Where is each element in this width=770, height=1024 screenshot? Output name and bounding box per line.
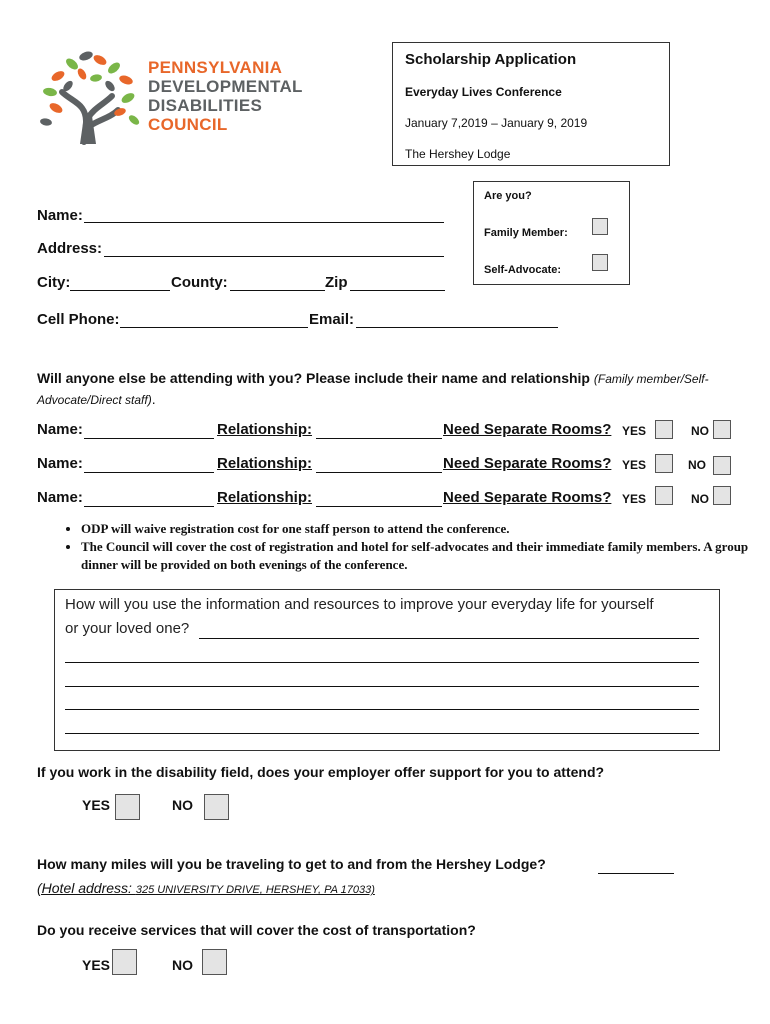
employer-no-label: NO: [172, 797, 193, 813]
rooms-yes-checkbox[interactable]: [655, 420, 673, 439]
rooms-no-checkbox[interactable]: [713, 486, 731, 505]
relationship-label: Relationship:: [217, 489, 313, 506]
rooms-no-checkbox[interactable]: [713, 456, 731, 475]
essay-answer-line[interactable]: [65, 686, 699, 687]
info-title: Scholarship Application: [405, 51, 577, 68]
logo-line-1: PENNSYLVANIA: [148, 58, 283, 77]
city-label: City:: [37, 274, 71, 291]
cell-phone-field[interactable]: [120, 327, 308, 328]
essay-answer-line[interactable]: [65, 662, 699, 663]
no-label: NO: [688, 458, 706, 472]
logo-line-3: DISABILITIES: [148, 96, 263, 115]
hotel-address: [37, 880, 375, 896]
logo-line-2: DEVELOPMENTAL: [148, 77, 303, 96]
address-label: Address:: [37, 240, 103, 257]
rooms-no-checkbox[interactable]: [713, 420, 731, 439]
email-label: Email:: [309, 311, 355, 328]
relationship-field[interactable]: [316, 506, 442, 507]
note-item: • The Council will cover the cost of registration and hotel for self-advocates and their immediate family members. A group dinner will be provided on both evenings of the conference.: [81, 538, 751, 574]
rooms-label: Need Separate Rooms?: [443, 455, 612, 472]
county-label: County:: [171, 274, 228, 291]
essay-question-line2: or your loved one?: [65, 620, 190, 637]
attending-question: Will anyone else be attending with you? Please include their name and relationship (Family member/Self-Advocate/Direct staff).: [37, 370, 709, 407]
transport-no-checkbox[interactable]: [202, 949, 227, 975]
rooms-label: Need Separate Rooms?: [443, 421, 612, 438]
essay-question-line1: How will you use the information and resources to improve your everyday life for yourself: [65, 596, 654, 613]
essay-box: [54, 589, 720, 751]
miles-question: How many miles will you be traveling to get to and from the Hershey Lodge?: [37, 856, 546, 872]
info-box: [392, 42, 670, 166]
no-label: NO: [691, 424, 709, 438]
county-field[interactable]: [230, 290, 325, 291]
attendee-name-field[interactable]: [84, 506, 214, 507]
transport-question: Do you receive services that will cover the cost of transportation?: [37, 922, 476, 938]
relationship-label: Relationship:: [217, 421, 313, 438]
address-field[interactable]: [104, 256, 444, 257]
essay-answer-line[interactable]: [65, 709, 699, 710]
relationship-field[interactable]: [316, 438, 442, 439]
attending-question-text: Will anyone else be attending with you? Please include their name and relationship: [37, 370, 590, 386]
info-dates: January 7,2019 – January 9, 2019: [405, 116, 588, 130]
tree-logo-icon: [38, 46, 148, 146]
attending-question-note: (Family member/Self-Advocate/Direct staff): [37, 372, 709, 407]
info-conference: Everyday Lives Conference: [405, 85, 562, 99]
relationship-field[interactable]: [316, 472, 442, 473]
name-label: Name:: [37, 207, 83, 224]
essay-answer-line[interactable]: [65, 733, 699, 734]
transport-yes-label: YES: [82, 957, 111, 973]
attendee-name-field[interactable]: [84, 438, 214, 439]
employer-yes-label: YES: [82, 797, 111, 813]
are-you-box: [473, 181, 630, 285]
employer-question: If you work in the disability field, does your employer offer support for you to attend?: [37, 764, 605, 780]
name-field[interactable]: [84, 222, 444, 223]
zip-label: Zip: [325, 274, 348, 291]
attendee-row-2: [0, 454, 770, 478]
transport-yes-checkbox[interactable]: [112, 949, 137, 975]
attendee-name-label: Name:: [37, 421, 83, 438]
family-member-label: Family Member:: [484, 227, 568, 239]
are-you-title: Are you?: [484, 190, 532, 202]
yes-label: YES: [622, 458, 647, 472]
rooms-yes-checkbox[interactable]: [655, 486, 673, 505]
email-field[interactable]: [356, 327, 558, 328]
zip-field[interactable]: [350, 290, 445, 291]
attendee-name-label: Name:: [37, 455, 83, 472]
family-member-checkbox[interactable]: [592, 218, 608, 235]
miles-field[interactable]: [598, 873, 674, 874]
self-advocate-label: Self-Advocate:: [484, 264, 562, 276]
self-advocate-checkbox[interactable]: [592, 254, 608, 271]
council-logo: [38, 46, 328, 146]
rooms-label: Need Separate Rooms?: [443, 489, 612, 506]
logo-line-4: COUNCIL: [148, 115, 228, 134]
hotel-address-value: 325 UNIVERSITY DRIVE, HERSHEY, PA 17033): [135, 884, 375, 896]
employer-no-checkbox[interactable]: [204, 794, 229, 820]
hotel-address-label: (Hotel address:: [37, 880, 136, 896]
note-item: • ODP will waive registration cost for one staff person to attend the conference.: [81, 520, 751, 538]
employer-yes-checkbox[interactable]: [115, 794, 140, 820]
no-label: NO: [691, 492, 709, 506]
city-field[interactable]: [70, 290, 170, 291]
essay-answer-line[interactable]: [199, 638, 699, 639]
attendee-row-3: [0, 488, 770, 512]
yes-label: YES: [622, 492, 647, 506]
notes-list: [48, 520, 751, 574]
cell-phone-label: Cell Phone:: [37, 311, 120, 328]
rooms-yes-checkbox[interactable]: [655, 454, 673, 473]
transport-no-label: NO: [172, 957, 193, 973]
attendee-name-field[interactable]: [84, 472, 214, 473]
relationship-label: Relationship:: [217, 455, 313, 472]
attendee-row-1: [0, 420, 770, 444]
yes-label: YES: [622, 424, 647, 438]
attendee-name-label: Name:: [37, 489, 83, 506]
info-venue: The Hershey Lodge: [405, 147, 511, 161]
